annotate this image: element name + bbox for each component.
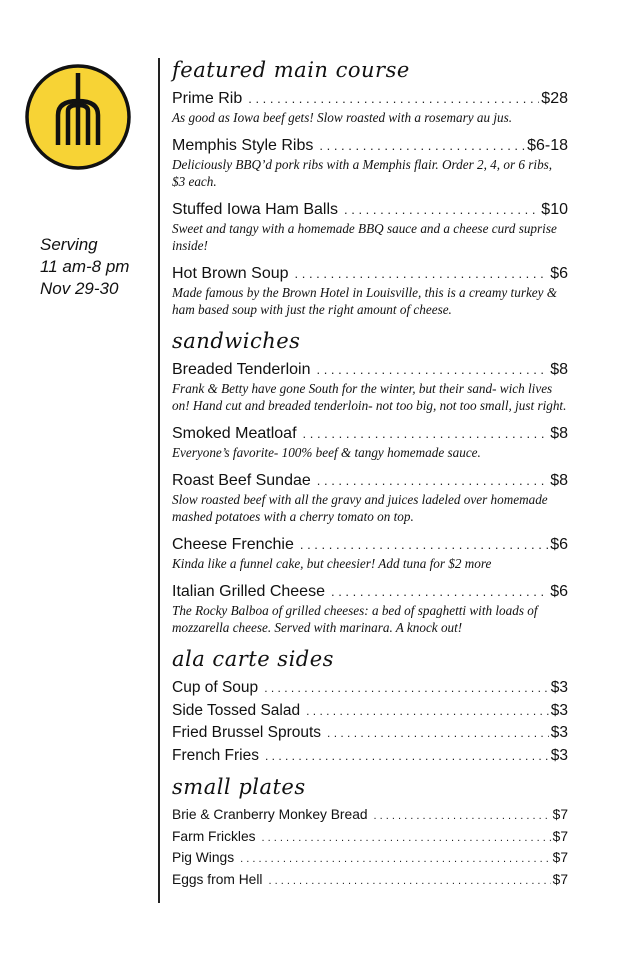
item-name: Hot Brown Soup	[172, 265, 289, 282]
menu-item	[172, 423, 568, 461]
item-price: $3	[550, 724, 568, 741]
dot-leader	[316, 359, 548, 380]
dot-leader	[331, 581, 548, 602]
list-item	[172, 870, 568, 892]
dot-leader	[262, 829, 551, 849]
serving-dates: Nov 29-30	[40, 279, 119, 298]
item-name: Eggs from Hell	[172, 871, 263, 887]
list-item	[172, 677, 568, 700]
item-name: Breaded Tenderloin	[172, 361, 311, 378]
menu-item	[172, 263, 568, 318]
section-title-plates: small plates	[172, 775, 306, 799]
vertical-divider	[158, 58, 160, 903]
section-title-sandwiches: sandwiches	[172, 329, 301, 353]
dot-leader	[303, 423, 549, 444]
item-price: $7	[552, 871, 568, 887]
item-name: Cheese Frenchie	[172, 536, 294, 553]
list-item	[172, 827, 568, 849]
item-description: Kinda like a funnel cake, but cheesier! Add tuna for $2 more	[172, 556, 492, 571]
item-price: $6-18	[527, 137, 568, 154]
dot-leader	[327, 723, 549, 745]
dot-leader	[344, 199, 539, 220]
serving-hours: 11 am-8 pm	[40, 257, 130, 276]
menu-content	[172, 56, 568, 891]
dot-leader	[300, 534, 548, 555]
dot-leader	[306, 701, 549, 723]
list-item	[172, 745, 568, 768]
menu-item	[172, 135, 568, 190]
item-name: Side Tossed Salad	[172, 701, 301, 719]
menu-item	[172, 359, 568, 414]
menu-item	[172, 581, 568, 636]
dot-leader	[295, 263, 549, 284]
item-name: Prime Rib	[172, 90, 243, 107]
item-price: $28	[541, 90, 568, 107]
section-title-sides: ala carte sides	[172, 647, 334, 671]
item-description: Frank & Betty have gone South for the winter, but their sand- wich lives on! Hand cut and breaded tenderloin- not too big, not too small, just right.	[172, 381, 567, 413]
menu-item	[172, 534, 568, 572]
item-name: Italian Grilled Cheese	[172, 583, 325, 600]
item-price: $3	[550, 701, 568, 719]
item-name: Roast Beef Sundae	[172, 472, 311, 489]
pitchfork-logo-icon	[24, 63, 132, 171]
dot-leader	[374, 807, 551, 827]
dot-leader	[240, 850, 551, 870]
menu-item	[172, 199, 568, 254]
plates-list	[172, 805, 568, 891]
sides-list	[172, 677, 568, 767]
list-item	[172, 848, 568, 870]
item-name: Pig Wings	[172, 850, 235, 865]
item-price: $6	[550, 536, 568, 553]
dot-leader	[265, 746, 549, 768]
item-name: Cup of Soup	[172, 679, 259, 696]
item-name: Farm Frickles	[172, 828, 256, 844]
item-description: Sweet and tangy with a homemade BBQ sauce and a cheese curd suprise inside!	[172, 221, 557, 253]
menu-item	[172, 470, 568, 525]
item-price: $10	[541, 201, 568, 218]
item-price: $6	[550, 583, 568, 600]
item-price: $6	[550, 265, 568, 282]
item-name: Fried Brussel Sprouts	[172, 724, 322, 741]
serving-label: Serving	[40, 235, 98, 254]
item-description: Slow roasted beef with all the gravy and juices ladeled over homemade mashed potatoes with a cherry tomato on top.	[172, 492, 548, 524]
dot-leader	[317, 470, 548, 491]
dot-leader	[248, 88, 539, 109]
list-item	[172, 700, 568, 723]
item-price: $8	[550, 472, 568, 489]
item-description: Everyone’s favorite- 100% beef & tangy homemade sauce.	[172, 445, 481, 460]
dot-leader	[319, 135, 525, 156]
item-description: The Rocky Balboa of grilled cheeses: a bed of spaghetti with loads of mozzarella cheese. Served with marinara. A knock out!	[172, 603, 538, 635]
item-name: Brie & Cranberry Monkey Bread	[172, 807, 368, 822]
item-name: Smoked Meatloaf	[172, 425, 297, 442]
list-item	[172, 722, 568, 745]
item-price: $7	[552, 828, 568, 844]
item-description: As good as Iowa beef gets! Slow roasted with a rosemary au jus.	[172, 110, 513, 125]
item-name: Stuffed Iowa Ham Balls	[172, 201, 339, 218]
serving-info	[40, 234, 129, 300]
menu-item	[172, 88, 568, 126]
section-title-main: featured main course	[172, 58, 410, 82]
item-price: $3	[550, 679, 568, 696]
item-name: French Fries	[172, 746, 259, 764]
item-description: Made famous by the Brown Hotel in Louisville, this is a creamy turkey & ham based soup with just the right amount of cheese.	[172, 285, 558, 317]
item-price: $7	[552, 850, 568, 865]
dot-leader	[264, 678, 549, 700]
list-item	[172, 805, 568, 827]
item-price: $8	[550, 361, 568, 378]
item-description: Deliciously BBQ’d pork ribs with a Memphis flair. Order 2, 4, or 6 ribs, $3 each.	[172, 157, 553, 189]
item-price: $7	[552, 807, 568, 822]
item-price: $8	[550, 425, 568, 442]
item-name: Memphis Style Ribs	[172, 137, 314, 154]
dot-leader	[268, 872, 550, 892]
item-price: $3	[550, 746, 568, 764]
